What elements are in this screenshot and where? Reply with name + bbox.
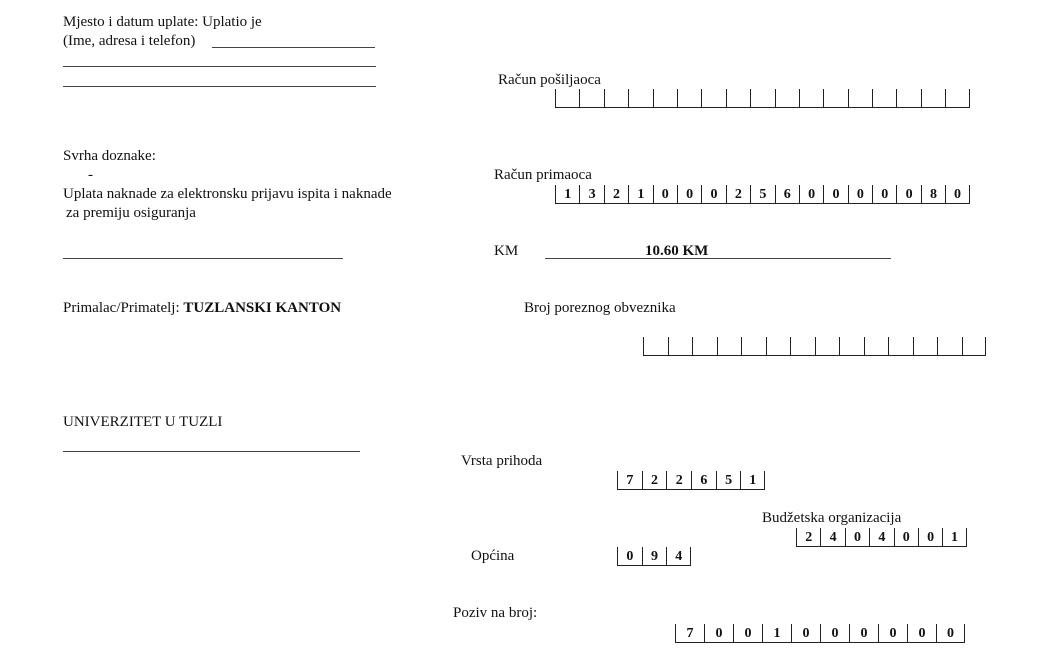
recipient-account-digit-box[interactable]: 0 <box>945 185 969 203</box>
recipient-account-boxes[interactable] <box>555 185 970 204</box>
payer-phone-line[interactable] <box>63 86 376 87</box>
budget-org-boxes[interactable] <box>796 528 967 547</box>
revenue-type-digit-box[interactable]: 5 <box>716 471 741 489</box>
tax-payer-digit-box[interactable] <box>962 337 987 355</box>
purpose-text-line2: za premiju osiguranja <box>66 205 196 221</box>
budget-org-digit-box[interactable]: 1 <box>942 528 966 546</box>
municipality-digit-box[interactable]: 0 <box>617 547 642 565</box>
sender-account-digit-box[interactable] <box>579 89 603 107</box>
budget-org-digit-box[interactable]: 2 <box>796 528 820 546</box>
amount-line[interactable] <box>545 258 891 259</box>
recipient-account-digit-box[interactable]: 5 <box>750 185 774 203</box>
tax-payer-digit-box[interactable] <box>937 337 962 355</box>
reference-digit-box[interactable]: 0 <box>791 624 820 642</box>
municipality-digit-box[interactable]: 9 <box>642 547 667 565</box>
recipient-account-digit-box[interactable]: 0 <box>653 185 677 203</box>
purpose-extra-line[interactable] <box>63 258 343 259</box>
budget-org-digit-box[interactable]: 0 <box>918 528 942 546</box>
reference-digit-box[interactable]: 0 <box>936 624 965 642</box>
sender-account-digit-box[interactable] <box>555 89 579 107</box>
purpose-text-line1: Uplata naknade za elektronsku prijavu ispita i naknade <box>63 186 392 202</box>
sender-account-digit-box[interactable] <box>896 89 920 107</box>
reference-digit-box[interactable]: 7 <box>675 624 704 642</box>
payer-label-line1: Mjesto i datum uplate: Uplatio je <box>63 14 262 30</box>
tax-payer-digit-box[interactable] <box>668 337 693 355</box>
recipient-account-digit-box[interactable]: 0 <box>677 185 701 203</box>
municipality-boxes[interactable] <box>617 547 691 566</box>
recipient-account-label: Račun primaoca <box>494 167 592 183</box>
sender-account-digit-box[interactable] <box>604 89 628 107</box>
recipient-account-digit-box[interactable]: 0 <box>799 185 823 203</box>
recipient-account-digit-box[interactable]: 0 <box>848 185 872 203</box>
recipient-label <box>63 300 341 317</box>
recipient-value: TUZLANSKI KANTON <box>183 300 342 316</box>
recipient-account-digit-box[interactable]: 6 <box>775 185 799 203</box>
tax-payer-boxes[interactable] <box>643 337 986 356</box>
tax-payer-digit-box[interactable] <box>790 337 815 355</box>
recipient-account-digit-box[interactable]: 1 <box>555 185 579 203</box>
sender-account-digit-box[interactable] <box>823 89 847 107</box>
budget-org-digit-box[interactable]: 4 <box>869 528 893 546</box>
recipient-account-digit-box[interactable]: 2 <box>604 185 628 203</box>
revenue-type-digit-box[interactable]: 1 <box>740 471 765 489</box>
tax-payer-digit-box[interactable] <box>741 337 766 355</box>
budget-org-digit-box[interactable]: 0 <box>845 528 869 546</box>
sender-account-digit-box[interactable] <box>653 89 677 107</box>
reference-digit-box[interactable]: 0 <box>704 624 733 642</box>
university-line[interactable] <box>63 451 360 452</box>
recipient-account-digit-box[interactable]: 3 <box>579 185 603 203</box>
amount-currency-label: KM <box>494 243 519 259</box>
budget-org-digit-box[interactable]: 0 <box>894 528 918 546</box>
revenue-type-boxes[interactable] <box>617 471 765 490</box>
recipient-account-digit-box[interactable]: 0 <box>896 185 920 203</box>
reference-digit-box[interactable]: 0 <box>907 624 936 642</box>
recipient-account-digit-box[interactable]: 1 <box>628 185 652 203</box>
revenue-type-digit-box[interactable]: 2 <box>666 471 691 489</box>
recipient-account-digit-box[interactable]: 0 <box>823 185 847 203</box>
payer-name-line[interactable] <box>212 47 375 48</box>
sender-account-digit-box[interactable] <box>750 89 774 107</box>
sender-account-digit-box[interactable] <box>872 89 896 107</box>
recipient-account-digit-box[interactable]: 8 <box>921 185 945 203</box>
sender-account-digit-box[interactable] <box>945 89 969 107</box>
tax-payer-digit-box[interactable] <box>839 337 864 355</box>
tax-payer-digit-box[interactable] <box>815 337 840 355</box>
revenue-type-digit-box[interactable]: 7 <box>617 471 642 489</box>
municipality-label: Općina <box>471 548 515 564</box>
municipality-digit-box[interactable]: 4 <box>666 547 691 565</box>
sender-account-digit-box[interactable] <box>799 89 823 107</box>
sender-account-boxes[interactable] <box>555 89 970 108</box>
university-label: UNIVERZITET U TUZLI <box>63 414 223 430</box>
sender-account-digit-box[interactable] <box>921 89 945 107</box>
payer-label-line2: (Ime, adresa i telefon) <box>63 33 196 49</box>
purpose-label: Svrha doznake: <box>63 148 156 164</box>
reference-digit-box[interactable]: 0 <box>878 624 907 642</box>
recipient-account-digit-box[interactable]: 2 <box>726 185 750 203</box>
sender-account-digit-box[interactable] <box>701 89 725 107</box>
sender-account-digit-box[interactable] <box>628 89 652 107</box>
amount-value[interactable]: 10.60 KM <box>645 243 709 259</box>
sender-account-label: Račun pošiljaoca <box>498 72 601 88</box>
revenue-type-label: Vrsta prihoda <box>461 453 543 469</box>
budget-org-label: Budžetska organizacija <box>762 510 902 526</box>
revenue-type-digit-box[interactable]: 6 <box>691 471 716 489</box>
purpose-dash: - <box>88 167 93 183</box>
revenue-type-digit-box[interactable]: 2 <box>642 471 667 489</box>
sender-account-digit-box[interactable] <box>726 89 750 107</box>
reference-label: Poziv na broj: <box>453 605 538 621</box>
sender-account-digit-box[interactable] <box>677 89 701 107</box>
tax-payer-label: Broj poreznog obveznika <box>524 300 676 316</box>
reference-digit-box[interactable]: 0 <box>820 624 849 642</box>
payer-address-line[interactable] <box>63 66 376 67</box>
recipient-label-text: Primalac/Primatelj: <box>63 300 184 316</box>
tax-payer-digit-box[interactable] <box>766 337 791 355</box>
tax-payer-digit-box[interactable] <box>643 337 668 355</box>
tax-payer-digit-box[interactable] <box>717 337 742 355</box>
reference-digit-box[interactable]: 0 <box>733 624 762 642</box>
tax-payer-digit-box[interactable] <box>692 337 717 355</box>
reference-boxes[interactable] <box>675 624 965 643</box>
recipient-account-digit-box[interactable]: 0 <box>701 185 725 203</box>
recipient-account-digit-box[interactable]: 0 <box>872 185 896 203</box>
tax-payer-digit-box[interactable] <box>913 337 938 355</box>
reference-digit-box[interactable]: 0 <box>849 624 878 642</box>
reference-digit-box[interactable]: 1 <box>762 624 791 642</box>
tax-payer-digit-box[interactable] <box>888 337 913 355</box>
tax-payer-digit-box[interactable] <box>864 337 889 355</box>
budget-org-digit-box[interactable]: 4 <box>820 528 844 546</box>
sender-account-digit-box[interactable] <box>775 89 799 107</box>
sender-account-digit-box[interactable] <box>848 89 872 107</box>
